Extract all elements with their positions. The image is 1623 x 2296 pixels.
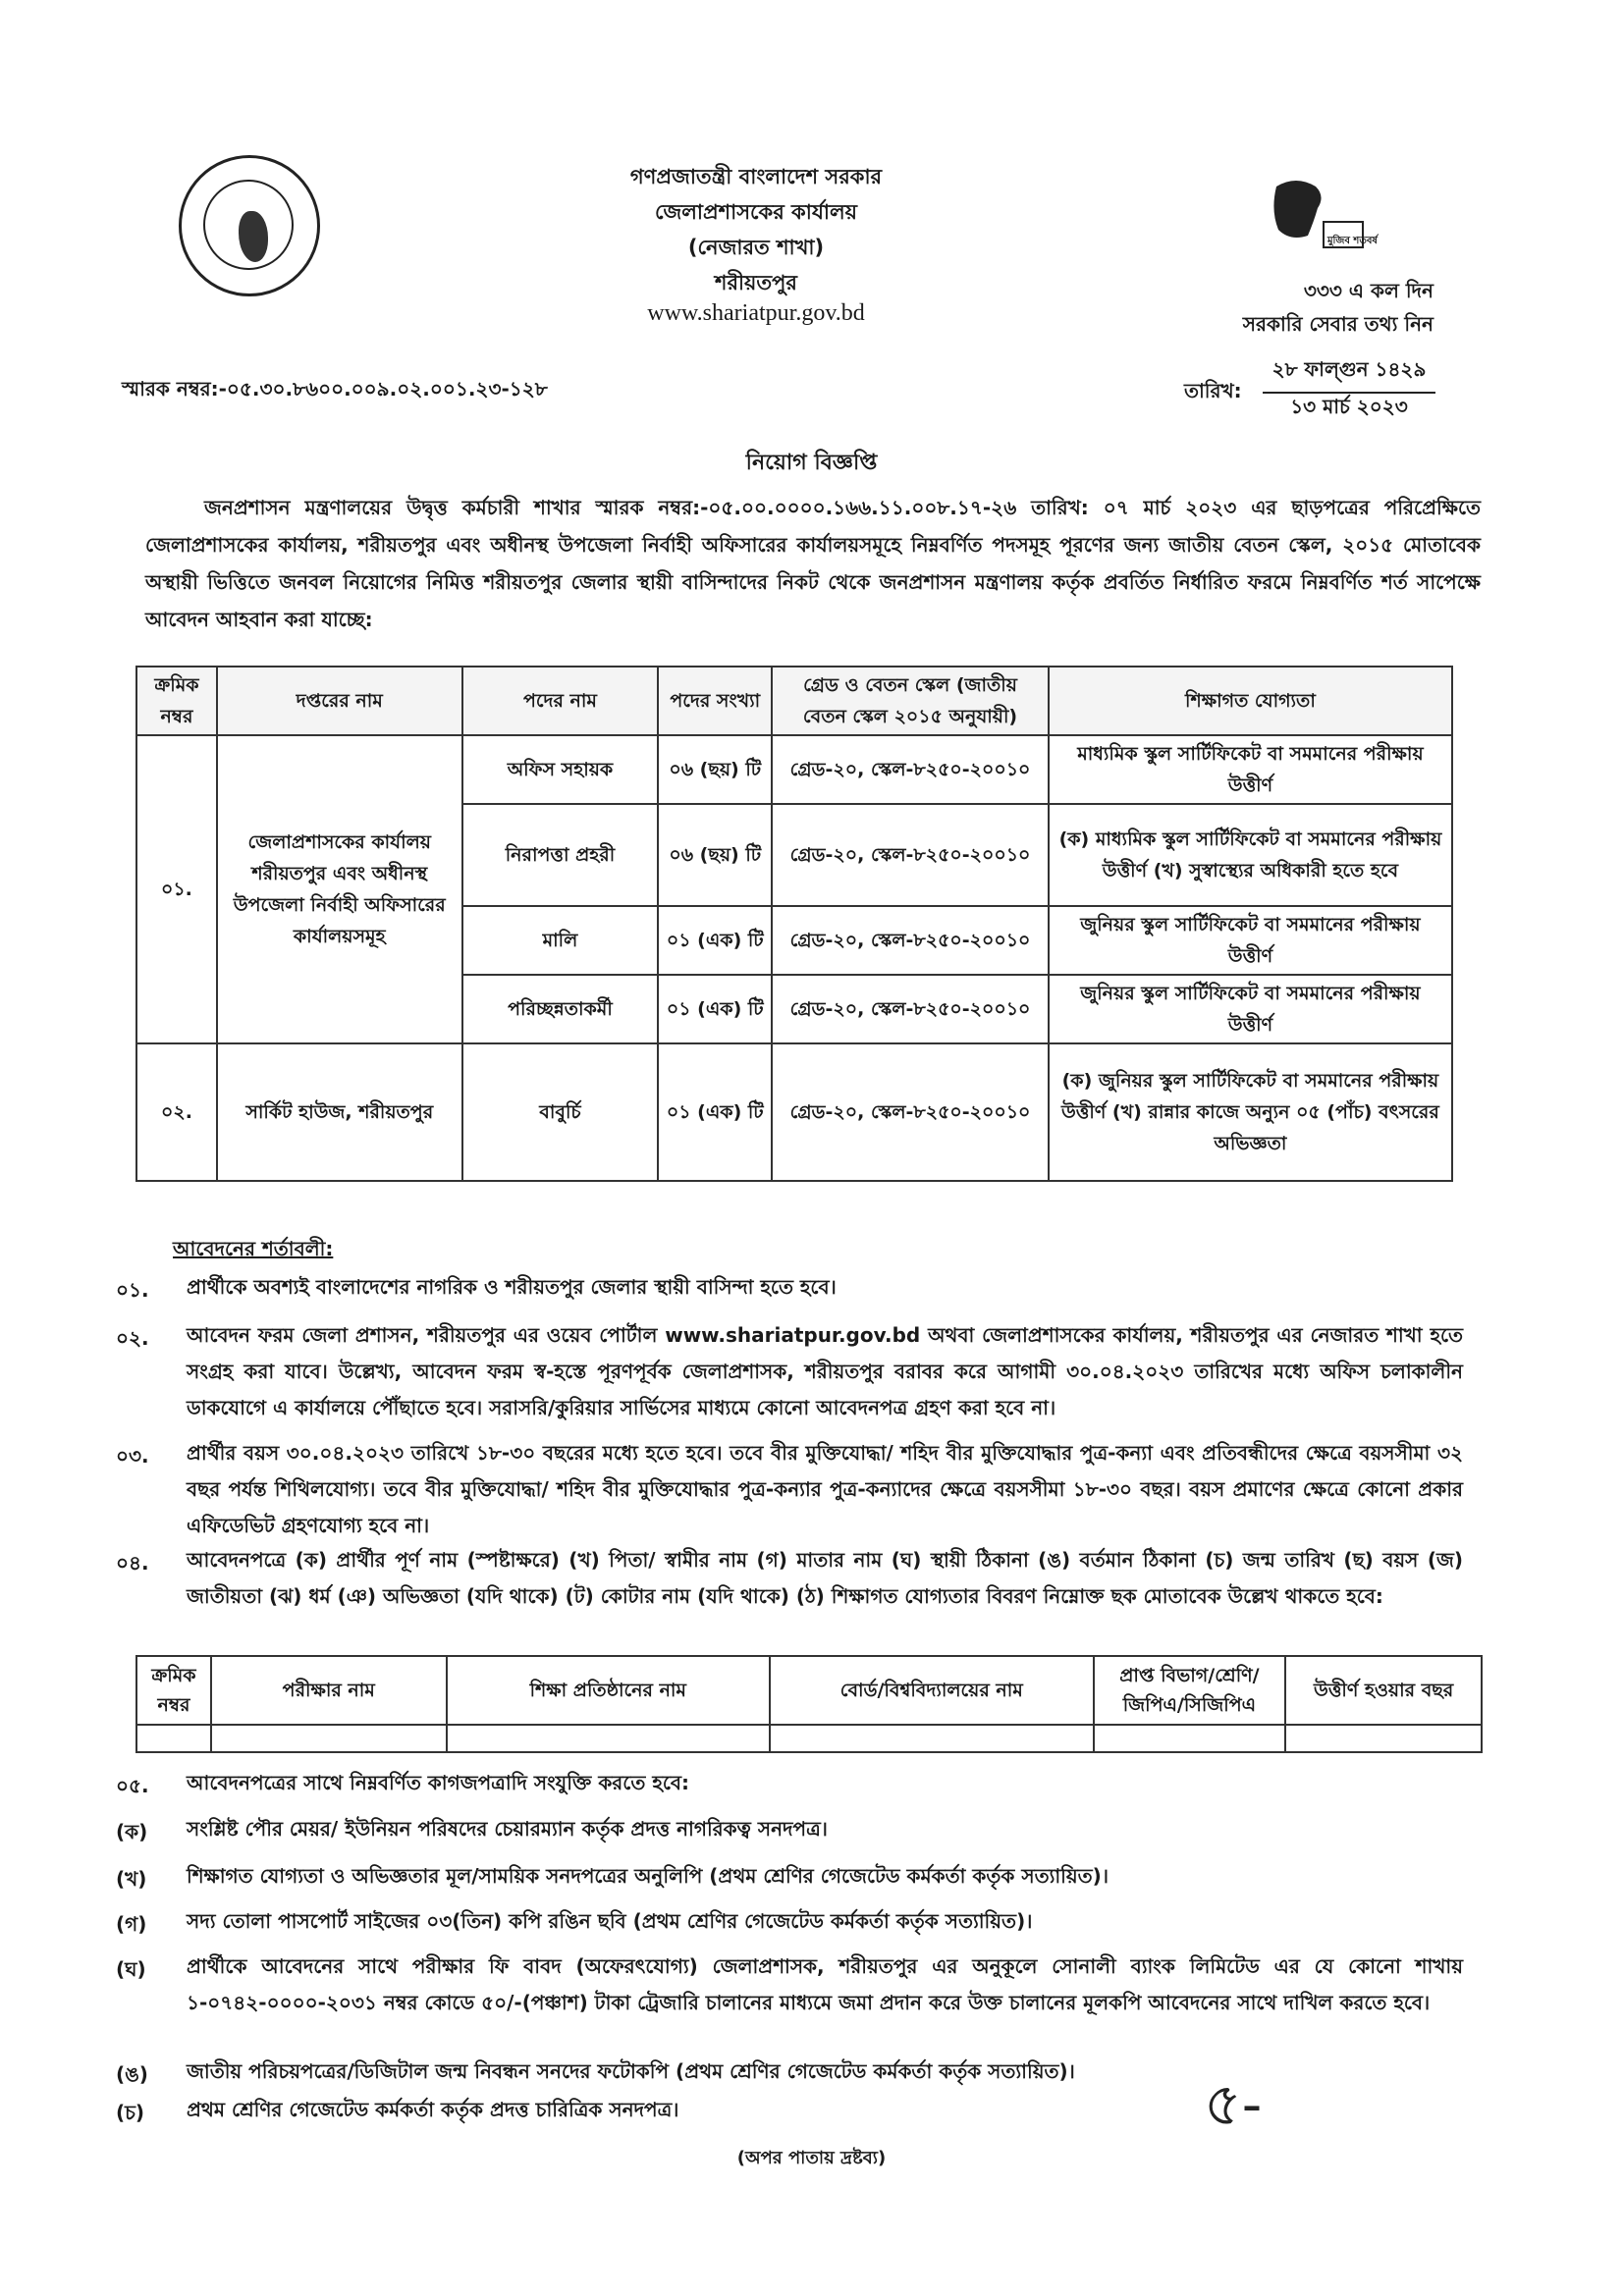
- row-qualification: (ক) মাধ্যমিক স্কুল সার্টিফিকেট বা সমমানের পরীক্ষায় উত্তীর্ণ (খ) সুস্বাস্থ্যের অধিকারী হতে হবে: [1049, 804, 1452, 906]
- empty-cell: [770, 1725, 1094, 1752]
- row-count: ০১ (এক) টি: [658, 906, 772, 975]
- doc-item-text: সদ্য তোলা পাসপোর্ট সাইজের ০৩(তিন) কপি রঙিন ছবি (প্রথম শ্রেণির গেজেটেড কর্মকর্তা কর্তৃক সত্যায়িত)।: [187, 1909, 1033, 1933]
- posts-table-header-row: [136, 667, 1452, 735]
- portrait-caption: মুজিব শতবর্ষ: [1327, 236, 1378, 246]
- hotline-text: ৩৩৩ এ কল দিন: [1303, 279, 1434, 302]
- doc-item-text: প্রথম শ্রেণির গেজেটেড কর্মকর্তা কর্তৃক প্রদত্ত চারিত্রিক সনদপত্র।: [187, 2098, 679, 2121]
- header-serial: ক্রমিক নম্বর: [136, 667, 217, 735]
- seal-inner-ring: [203, 180, 294, 270]
- header-line-4: শরীয়তপুর: [715, 271, 797, 294]
- empty-cell: [1285, 1725, 1482, 1752]
- row-grade: গ্রেড-২০, স্কেল-৮২৫০-২০০১০: [772, 906, 1049, 975]
- condition-text: প্রার্থীর বয়স ৩০.০৪.২০২৩ তারিখে ১৮-৩০ বছরের মধ্যে হতে হবে। তবে বীর মুক্তিযোদ্ধা/ শহিদ বীর মুক্তিযোদ্ধার পুত্র-কন্যা এবং প্রতিবন্ধীদের ক্ষেত্রে বয়সসীমা ৩২ বছর পর্যন্ত শিথিলযোগ্য। তবে বীর মুক্তিযোদ্ধা/ শহিদ বীর মুক্তিযোদ্ধার পুত্র-কন্যার পুত্র-কন্যাদের ক্ষেত্রে বয়সসীমা ১৮-৩০ বছর। বয়স প্রমাণের ক্ষেত্রে কোনো প্রকার এফিডেভিট গ্রহণযোগ্য হবে না।: [187, 1441, 1463, 1537]
- notice-title: নিয়োগ বিজ্ঞপ্তি: [745, 451, 878, 475]
- education-table-header-row: [136, 1656, 1482, 1725]
- condition-number: ০৩.: [116, 1444, 149, 1468]
- header-qualification: শিক্ষাগত যোগ্যতা: [1049, 667, 1452, 735]
- date-english: ১৩ মার্চ ২০২৩: [1290, 395, 1408, 418]
- header-post: পদের নাম: [462, 667, 659, 735]
- docs-number: ০৫.: [116, 1774, 149, 1797]
- date-bangla: ২৮ ফাল্গুন ১৪২৯: [1263, 355, 1435, 394]
- header-website: www.shariatpur.gov.bd: [647, 300, 865, 326]
- doc-item-text: প্রার্থীকে আবেদনের সাথে পরীক্ষার ফি বাবদ (অফেরৎযোগ্য) জেলাপ্রশাসক, শরীয়তপুর এর অনুকূলে সোনালী ব্যাংক লিমিটেড এর যে কোনো শাখায় ১-০৭৪২-০০০০-২০৩১ নম্বর কোডে ৫০/-(পঞ্চাশ) টাকা ট্রেজারি চালানের মাধ্যমে জমা প্রদান করে উক্ত চালানের মূলকপি আবেদনের সাথে দাখিল করতে হবে।: [187, 1954, 1463, 2014]
- signature-mark: ৫-: [1204, 2070, 1263, 2139]
- row-post: বাবুর্চি: [462, 1043, 659, 1181]
- row-office: সার্কিট হাউজ, শরীয়তপুর: [217, 1043, 462, 1181]
- row-qualification: (ক) জুনিয়র স্কুল সার্টিফিকেট বা সমমানের পরীক্ষায় উত্তীর্ণ (খ) রান্নার কাজে অন্যুন ০৫ (পাঁচ) বৎসরের অভিজ্ঞতা: [1049, 1043, 1452, 1181]
- doc-item-text: জাতীয় পরিচয়পত্রের/ডিজিটাল জন্ম নিবন্ধন সনদের ফটোকপি (প্রথম শ্রেণির গেজেটেড কর্মকর্তা কর্তৃক সত্যায়িত)।: [187, 2059, 1075, 2083]
- row-serial: ০২.: [136, 1043, 217, 1181]
- edu-header-year: উত্তীর্ণ হওয়ার বছর: [1285, 1656, 1482, 1725]
- table-row: [136, 735, 1452, 804]
- condition-text: আবেদনপত্রে (ক) প্রার্থীর পূর্ণ নাম (স্পষ্টাক্ষরে) (খ) পিতা/ স্বামীর নাম (গ) মাতার নাম (ঘ) স্থায়ী ঠিকানা (ঙ) বর্তমান ঠিকানা (চ) জন্ম তারিখ (ছ) বয়স (জ) জাতীয়তা (ঝ) ধর্ম (ঞ) অভিজ্ঞতা (যদি থাকে) (ট) কোটার নাম (যদি থাকে) (ঠ) শিক্ষাগত যোগ্যতার বিবরণ নিম্নোক্ত ছক মোতাবেক উল্লেখ থাকতে হবে:: [187, 1548, 1463, 1608]
- table-row: [136, 1043, 1452, 1181]
- empty-cell: [211, 1725, 447, 1752]
- edu-header-division: প্রাপ্ত বিভাগ/শ্রেণি/ জিপিএ/সিজিপিএ: [1094, 1656, 1286, 1725]
- condition-text: আবেদন ফরম জেলা প্রশাসন, শরীয়তপুর এর ওয়েব পোর্টাল www.shariatpur.gov.bd অথবা জেলাপ্রশাসকের কার্যালয়, শরীয়তপুর এর নেজারত শাখা হতে সংগ্রহ করা যাবে। উল্লেখ্য, আবেদন ফরম স্ব-হস্তে পূরণপূর্বক জেলাপ্রশাসক, শরীয়তপুর বরাবর করে আগামী ৩০.০৪.২০২৩ তারিখের মধ্যে অফিস চলাকালীন ডাকযোগে এ কার্যালয়ে পৌঁছাতে হবে। সরাসরি/কুরিয়ার সার্ভিসের মাধ্যমে কোনো আবেদনপত্র গ্রহণ করা হবে না।: [187, 1323, 1463, 1419]
- doc-item-letter: (ঘ): [116, 1957, 146, 1981]
- header-line-1: গণপ্রজাতন্ত্রী বাংলাদেশ সরকার: [629, 165, 883, 188]
- row-count: ০১ (এক) টি: [658, 975, 772, 1043]
- header-grade: গ্রেড ও বেতন স্কেল (জাতীয় বেতন স্কেল ২০১৫ অনুযায়ী): [772, 667, 1049, 735]
- row-office: জেলাপ্রশাসকের কার্যালয় শরীয়তপুর এবং অধীনস্থ উপজেলা নির্বাহী অফিসারের কার্যালয়সমূহ: [217, 735, 462, 1043]
- row-post: মালি: [462, 906, 659, 975]
- edu-header-institution: শিক্ষা প্রতিষ্ঠানের নাম: [447, 1656, 770, 1725]
- posts-table: [135, 666, 1453, 1182]
- header-line-3: (নেজারত শাখা): [687, 236, 825, 259]
- table-row: [136, 1725, 1482, 1752]
- condition-text: প্রার্থীকে অবশ্যই বাংলাদেশের নাগরিক ও শরীয়তপুর জেলার স্থায়ী বাসিন্দা হতে হবে।: [187, 1275, 837, 1299]
- empty-cell: [1094, 1725, 1286, 1752]
- edu-header-serial: ক্রমিক নম্বর: [136, 1656, 211, 1725]
- row-post: পরিচ্ছন্নতাকর্মী: [462, 975, 659, 1043]
- hotline-subtext: সরকারি সেবার তথ্য নিন: [1242, 312, 1434, 336]
- header-count: পদের সংখ্যা: [658, 667, 772, 735]
- condition-number: ০২.: [116, 1326, 149, 1350]
- row-grade: গ্রেড-২০, স্কেল-৮২৫০-২০০১০: [772, 804, 1049, 906]
- header-office: দপ্তরের নাম: [217, 667, 462, 735]
- empty-cell: [136, 1725, 211, 1752]
- continue-note: (অপর পাতায় দ্রষ্টব্য): [736, 2148, 887, 2168]
- doc-item-letter: (ক): [116, 1820, 148, 1843]
- header-line-2: জেলাপ্রশাসকের কার্যালয়: [654, 200, 858, 224]
- row-grade: গ্রেড-২০, স্কেল-৮২৫০-২০০১০: [772, 1043, 1049, 1181]
- bangladesh-map-icon: [239, 211, 268, 262]
- condition-number: ০১.: [116, 1278, 149, 1302]
- row-grade: গ্রেড-২০, স্কেল-৮২৫০-২০০১০: [772, 735, 1049, 804]
- docs-intro-text: আবেদনপত্রের সাথে নিম্নবর্ণিত কাগজপত্রাদি সংযুক্তি করতে হবে:: [187, 1771, 689, 1794]
- row-qualification: মাধ্যমিক স্কুল সার্টিফিকেট বা সমমানের পরীক্ষায় উত্তীর্ণ: [1049, 735, 1452, 804]
- row-grade: গ্রেড-২০, স্কেল-৮২৫০-২০০১০: [772, 975, 1049, 1043]
- row-count: ০৬ (ছয়) টি: [658, 735, 772, 804]
- date-label: তারিখ:: [1184, 379, 1242, 402]
- education-table: [135, 1655, 1483, 1753]
- government-seal: [179, 155, 320, 296]
- row-count: ০১ (এক) টি: [658, 1043, 772, 1181]
- row-qualification: জুনিয়র স্কুল সার্টিফিকেট বা সমমানের পরীক্ষায় উত্তীর্ণ: [1049, 975, 1452, 1043]
- row-qualification: জুনিয়র স্কুল সার্টিফিকেট বা সমমানের পরীক্ষায় উত্তীর্ণ: [1049, 906, 1452, 975]
- doc-item-letter: (গ): [116, 1912, 147, 1936]
- doc-item-letter: (খ): [116, 1867, 147, 1891]
- doc-item-text: শিক্ষাগত যোগ্যতা ও অভিজ্ঞতার মূল/সাময়িক সনদপত্রের অনুলিপি (প্রথম শ্রেণির গেজেটেড কর্মকর্তা কর্তৃক সত্যায়িত)।: [187, 1864, 1109, 1888]
- empty-cell: [447, 1725, 770, 1752]
- conditions-title: আবেদনের শর্তাবলী:: [173, 1237, 334, 1260]
- row-post: অফিস সহায়ক: [462, 735, 659, 804]
- memo-number: স্মারক নম্বর:-০৫.৩০.৮৬০০.০০৯.০২.০০১.২৩-১২৮: [122, 377, 548, 400]
- row-count: ০৬ (ছয়) টি: [658, 804, 772, 906]
- edu-header-exam: পরীক্ষার নাম: [211, 1656, 447, 1725]
- doc-item-text: সংশ্লিষ্ট পৌর মেয়র/ ইউনিয়ন পরিষদের চেয়ারম্যান কর্তৃক প্রদত্ত নাগরিকত্ব সনদপত্র।: [187, 1817, 828, 1841]
- edu-header-board: বোর্ড/বিশ্ববিদ্যালয়ের নাম: [770, 1656, 1094, 1725]
- doc-item-letter: (চ): [116, 2101, 145, 2124]
- condition-number: ০৪.: [116, 1551, 149, 1575]
- intro-paragraph: জনপ্রশাসন মন্ত্রণালয়ের উদ্বৃত্ত কর্মচারী শাখার স্মারক নম্বর:-০৫.০০.০০০০.১৬৬.১১.০০৮.১৭-২৬ তারিখ: ০৭ মার্চ ২০২৩ এর ছাড়পত্রের পরিপ্রেক্ষিতে জেলাপ্রশাসকের কার্যালয়, শরীয়তপুর এবং অধীনস্থ উপজেলা নির্বাহী অফিসারের কার্যালয়সমূহে নিম্নবর্ণিত পদসমূহ পূরণের জন্য জাতীয় বেতন স্কেল, ২০১৫ মোতাবেক অস্থায়ী ভিত্তিতে জনবল নিয়োগের নিমিত্ত শরীয়তপুর জেলার স্থায়ী বাসিন্দাদের নিকট থেকে জনপ্রশাসন মন্ত্রণালয় কর্তৃক প্রবর্তিত নির্ধারিত ফরমে নিম্নবর্ণিত শর্ত সাপেক্ষে আবেদন আহবান করা যাচ্ছে:: [145, 496, 1481, 631]
- row-serial: ০১.: [136, 735, 217, 1043]
- row-post: নিরাপত্তা প্রহরী: [462, 804, 659, 906]
- doc-item-letter: (ঙ): [116, 2062, 148, 2086]
